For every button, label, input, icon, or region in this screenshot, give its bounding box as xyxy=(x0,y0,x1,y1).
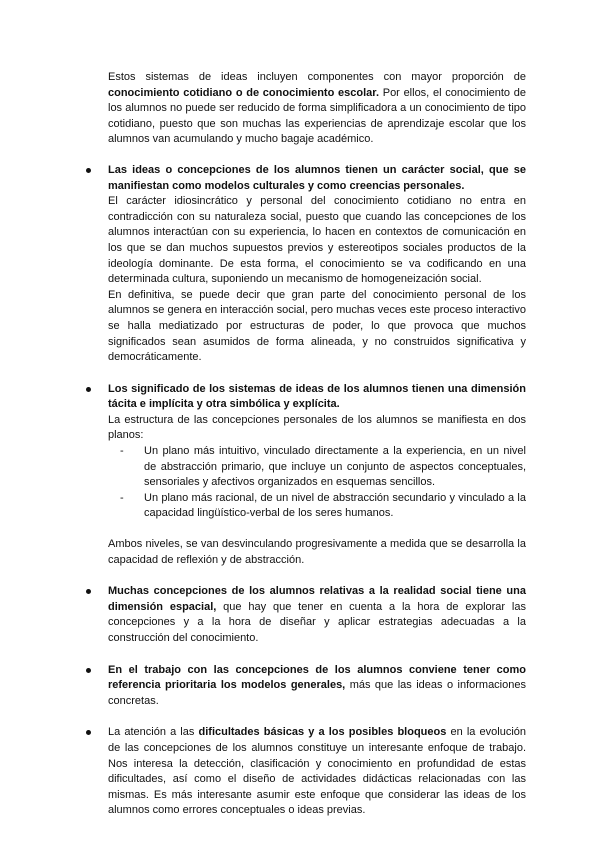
bullet-icon xyxy=(86,668,91,673)
intro-paragraph xyxy=(108,70,526,148)
bullet-icon xyxy=(86,168,91,173)
bullet5-bold: dificultades básicas y a los posibles bloqueos xyxy=(198,726,447,739)
bullet5-text-2: en la evolución de las concepciones de los alumnos constituye un interesante enfoque de trabajo. Nos interesa la detección, clasificación y conocimiento en profundidad de estas dificultades, así como el diseño de actividades didácticas relacionadas con las mismas. Es más interesante asumir este enfoque que considerar las ideas de los alumnos como errores conceptuales o ideas previas. xyxy=(108,726,526,817)
bullet-item-difficulties xyxy=(108,725,526,819)
bullet2-closing: Ambos niveles, se van desvinculando progresivamente a medida que se desarrolla la capacidad de reflexión y de abstracción. xyxy=(108,538,526,566)
plane-rational-text: Un plano más racional, de un nivel de abstracción secundario y vinculado a la capacidad lingüístico-verbal de los seres humanos. xyxy=(144,491,526,520)
bullet5-text-1: La atención a las xyxy=(108,726,199,739)
list-item xyxy=(108,491,526,522)
page-content xyxy=(108,70,526,819)
bullet1-paragraph-2: En definitiva, se puede decir que gran parte del conocimiento personal de los alumnos se genera en interacción social, pero muchas veces este proceso interactivo se halla mediatizado por estructuras de poder, lo que provoca que muchos significados sean asumidos de forma alineada, y no construidos significativa y democráticamente. xyxy=(108,288,526,364)
list-item xyxy=(108,444,526,491)
bullet4-text: más que las ideas o informaciones concretas. xyxy=(108,679,526,707)
intro-text-before: Estos sistemas de ideas incluyen componentes con mayor proporción de xyxy=(108,71,526,83)
bullet-icon xyxy=(86,387,91,392)
bullet1-paragraph-1: El carácter idiosincrático y personal del conocimiento cotidiano no entra en contradicción con su naturaleza social, puesto que cuando las concepciones de los alumnos interactúan con su experiencia, lo hacen en contextos de comunicación en los que se dan muchos supuestos previos y estereotipos sociales productos de la ideología dominante. De esta forma, el conocimiento se va codificando en una determinada cultura, suponiendo un mecanismo de homogeneización social. xyxy=(108,195,526,286)
bullet2-heading: Los significado de los sistemas de ideas de los alumnos tienen una dimensión tácita e implícita y otra simbólica y explícita. xyxy=(108,382,526,411)
bullet-icon xyxy=(86,730,91,735)
dash-icon: - xyxy=(120,445,124,458)
bullet-item-social-character xyxy=(108,163,526,366)
bullet2-intro: La estructura de las concepciones personales de los alumnos se manifiesta en dos planos: xyxy=(108,413,526,442)
dash-icon: - xyxy=(120,491,124,504)
bullet1-heading: Las ideas o concepciones de los alumnos tienen un carácter social, que se manifiestan como modelos culturales y como creencias personales. xyxy=(108,163,526,192)
intro-text-after: Por ellos, el conocimiento de los alumnos no puede ser reducido de forma simplificadora a un conocimiento de tipo cotidiano, puesto que son muchas las experiencias de aprendizaje escolar que los alumnos van acumulando y mucho bagaje académico. xyxy=(108,86,527,146)
planes-list xyxy=(108,444,526,522)
bullet3-text: que hay que tener en cuenta a la hora de explorar las concepciones y a la hora de diseñar y aplicar estrategias adecuadas a la construcción del conocimiento. xyxy=(108,600,526,644)
intro-bold-text: conocimiento cotidiano o de conocimiento escolar. xyxy=(108,86,380,99)
bullet-item-spatial xyxy=(108,584,526,646)
bullet-item-general-models xyxy=(108,663,526,710)
bullet4-bold: En el trabajo con las concepciones de los alumnos conviene tener como referencia prioritaria los modelos generales, xyxy=(108,663,526,692)
plane-intuitive-text: Un plano más intuitivo, vinculado directamente a la experiencia, en un nivel de abstracción primario, que incluye un conjunto de aspectos conceptuales, sensoriales y afectivos organizados en esquemas sencillos. xyxy=(144,445,526,489)
bullet-icon xyxy=(86,589,91,594)
bullet3-bold: Muchas concepciones de los alumnos relativas a la realidad social tiene una dimensión espacial, xyxy=(108,585,526,613)
bullet-item-dimension xyxy=(108,382,526,569)
